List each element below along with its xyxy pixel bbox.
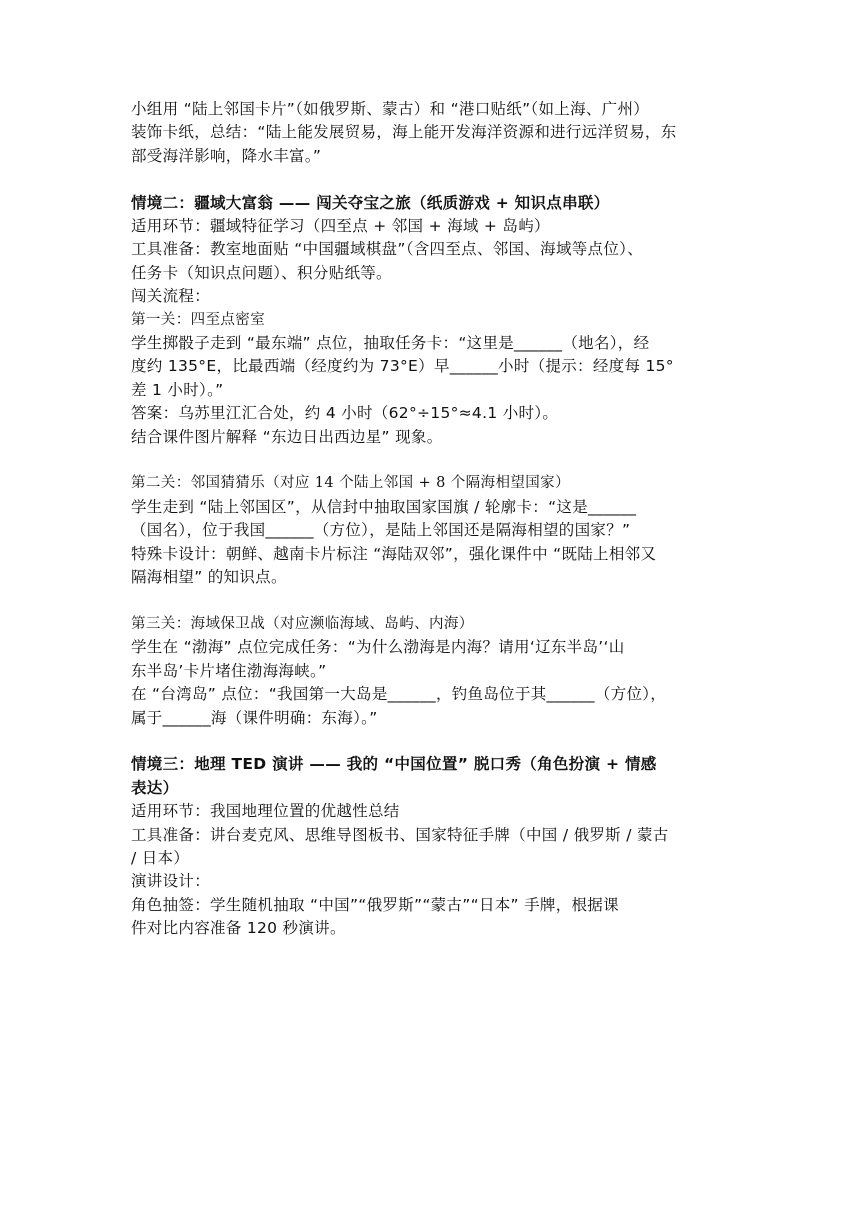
body-text-line: 适用环节：疆域特征学习（四至点 + 邻国 + 海域 + 岛屿）	[131, 217, 550, 236]
body-text-line: 东半岛’卡片堵住渤海海峡。”	[131, 661, 327, 680]
body-text-line: 演讲设计：	[131, 872, 211, 891]
body-text-line: 小组用 “陆上邻国卡片”（如俄罗斯、蒙古）和 “港口贴纸”（如上海、广州）	[131, 100, 650, 118]
body-text-line: 属于______海（课件明确：东海）。”	[131, 708, 378, 727]
paragraph-spacer	[131, 168, 735, 191]
paragraph-spacer	[131, 590, 735, 613]
document-body	[131, 98, 735, 941]
body-text-line: 角色抽签：学生随机抽取 “中国”“俄罗斯”“蒙古”“日本” 手牌，根据课	[131, 895, 619, 914]
body-text-line: / 日本）	[131, 848, 190, 867]
body-text-line: 在 “台湾岛” 点位：“我国第一大岛是______，钓鱼岛位于其______（方位），	[131, 685, 667, 704]
stage-heading-line: 第二关：邻国猜猜乐（对应 14 个陆上邻国 + 8 个隔海相望国家）	[131, 475, 570, 492]
paragraph-spacer	[131, 730, 735, 753]
stage-heading-line: 第一关：四至点密室	[131, 311, 266, 328]
body-text-line: 工具准备：讲台麦克风、思维导图板书、国家特征手牌（中国 / 俄罗斯 / 蒙古	[131, 825, 669, 844]
body-text-line: 度约 135°E，比最西端（经度约为 73°E）早______小时（提示：经度每 15°	[131, 357, 674, 376]
section-heading-line: 情境二：疆域大富翁 —— 闯关夺宝之旅（纸质游戏 + 知识点串联）	[131, 193, 610, 212]
body-text-line: 装饰卡纸，总结：“陆上能发展贸易，海上能开发海洋资源和进行远洋贸易，东	[131, 123, 677, 142]
section-heading-line: 表达）	[131, 778, 179, 797]
body-text-line: 特殊卡设计：朝鲜、越南卡片标注 “海陆双邻”，强化课件中 “既陆上相邻又	[131, 544, 657, 563]
stage-heading-line: 第三关：海域保卫战（对应濒临海域、岛屿、内海）	[131, 615, 474, 632]
body-text-line: 闯关流程：	[131, 287, 211, 306]
body-text-line: 差 1 小时）。”	[131, 380, 224, 399]
body-text-line: 任务卡（知识点问题）、积分贴纸等。	[131, 263, 392, 282]
body-text-line: 隔海相望” 的知识点。	[131, 568, 287, 587]
body-text-line: 工具准备：教室地面贴 “中国疆域棋盘”（含四至点、邻国、海域等点位）、	[131, 240, 643, 259]
body-text-line: 学生走到 “陆上邻国区”，从信封中抽取国家国旗 / 轮廓卡：“这是______	[131, 497, 637, 516]
section-heading-line: 情境三：地理 TED 演讲 —— 我的 “中国位置” 脱口秀（角色扮演 + 情感	[131, 755, 657, 774]
body-text-line: 学生在 “渤海” 点位完成任务：“为什么渤海是内海？请用‘辽东半岛’‘山	[131, 638, 625, 657]
body-text-line: 结合课件图片解释 “东边日出西边星” 现象。	[131, 427, 443, 446]
paragraph-spacer	[131, 449, 735, 472]
body-text-line: 适用环节：我国地理位置的优越性总结	[131, 802, 400, 821]
body-text-line: 部受海洋影响，降水丰富。”	[131, 146, 322, 165]
body-text-line: 件对比内容准备 120 秒演讲。	[131, 919, 346, 938]
body-text-line: 答案：乌苏里江汇合处，约 4 小时（62°÷15°≈4.1 小时）。	[131, 404, 559, 423]
body-text-line: （国名），位于我国______（方位），是陆上邻国还是隔海相望的国家？”	[131, 521, 631, 540]
body-text-line: 学生掷骰子走到 “最东端” 点位，抽取任务卡：“这里是______（地名），经	[131, 334, 650, 353]
